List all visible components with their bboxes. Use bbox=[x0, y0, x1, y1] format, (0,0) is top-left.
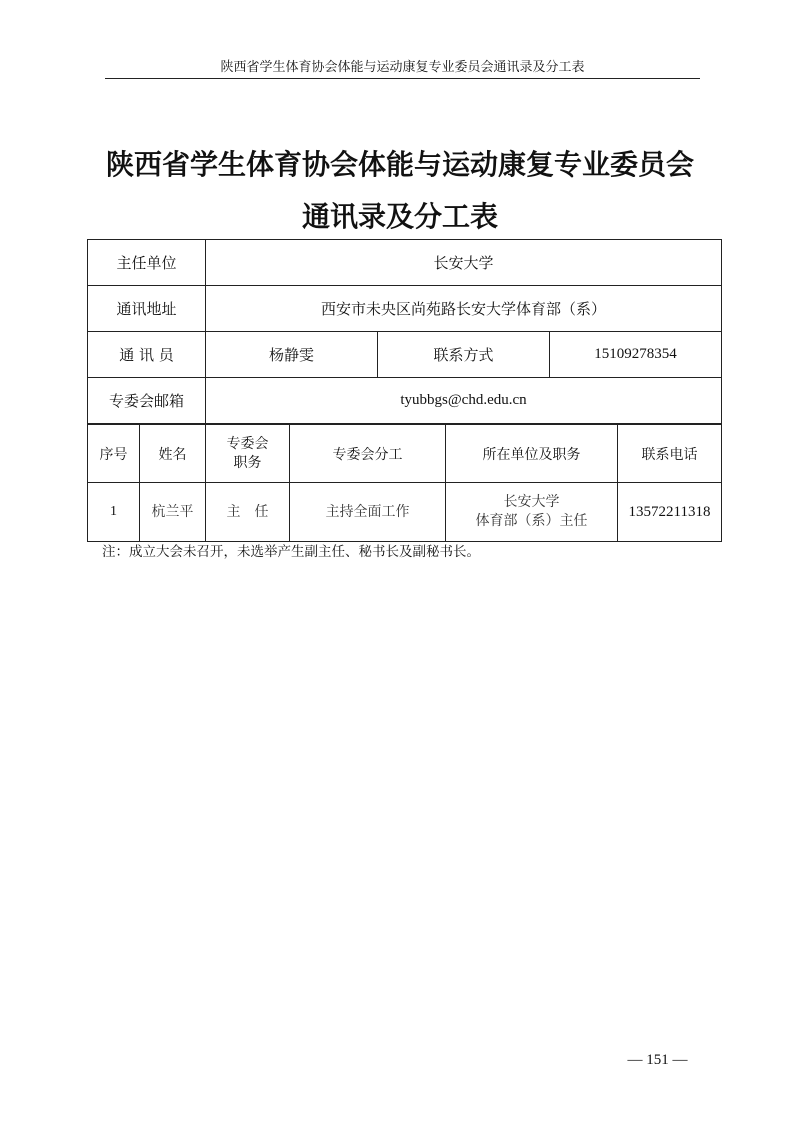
row-duty: 主持全面工作 bbox=[290, 483, 446, 542]
row-phone: 13572211318 bbox=[618, 483, 722, 542]
host-value: 长安大学 bbox=[206, 240, 722, 286]
header-name: 姓名 bbox=[140, 425, 206, 483]
row-name: 杭兰平 bbox=[140, 483, 206, 542]
header-affiliation: 所在单位及职务 bbox=[446, 425, 618, 483]
email-value: tyubbgs@chd.edu.cn bbox=[206, 378, 722, 424]
row-affiliation bbox=[446, 483, 618, 542]
page-title-line1: 陕西省学生体育协会体能与运动康复专业委员会 bbox=[105, 148, 694, 181]
page-number: — 151 — bbox=[627, 1052, 688, 1068]
host-label: 主任单位 bbox=[88, 240, 206, 286]
row-position: 主 任 bbox=[206, 483, 290, 542]
address-value: 西安市未央区尚苑路长安大学体育部（系） bbox=[206, 286, 722, 332]
info-row-contact bbox=[88, 332, 722, 378]
row-index: 1 bbox=[88, 483, 140, 542]
info-row-address bbox=[88, 286, 722, 332]
info-row-email bbox=[88, 378, 722, 424]
table-row bbox=[88, 483, 722, 542]
row-affiliation-line2: 体育部（系）主任 bbox=[475, 513, 588, 529]
contact-person-label: 通 讯 员 bbox=[88, 332, 206, 378]
header-phone: 联系电话 bbox=[618, 425, 722, 483]
members-table bbox=[87, 424, 722, 542]
contact-person-value: 杨静雯 bbox=[206, 332, 378, 378]
running-header: 陕西省学生体育协会体能与运动康复专业委员会通讯录及分工表 bbox=[105, 58, 700, 79]
header-position-line1: 专委会 bbox=[226, 435, 269, 452]
info-table bbox=[87, 239, 722, 424]
header-position-line2: 职务 bbox=[233, 454, 262, 471]
info-row-host bbox=[88, 240, 722, 286]
footnote: 注：成立大会未召开，未选举产生副主任、秘书长及副秘书长。 bbox=[102, 544, 480, 560]
contact-method-label: 联系方式 bbox=[378, 332, 550, 378]
row-affiliation-line1: 长安大学 bbox=[503, 494, 560, 510]
email-label: 专委会邮箱 bbox=[88, 378, 206, 424]
page-title-line2: 通讯录及分工表 bbox=[301, 200, 498, 233]
address-label: 通讯地址 bbox=[88, 286, 206, 332]
header-index: 序号 bbox=[88, 425, 140, 483]
header-position bbox=[206, 425, 290, 483]
header-duty: 专委会分工 bbox=[290, 425, 446, 483]
contact-method-value: 15109278354 bbox=[550, 332, 722, 378]
members-header-row bbox=[88, 425, 722, 483]
